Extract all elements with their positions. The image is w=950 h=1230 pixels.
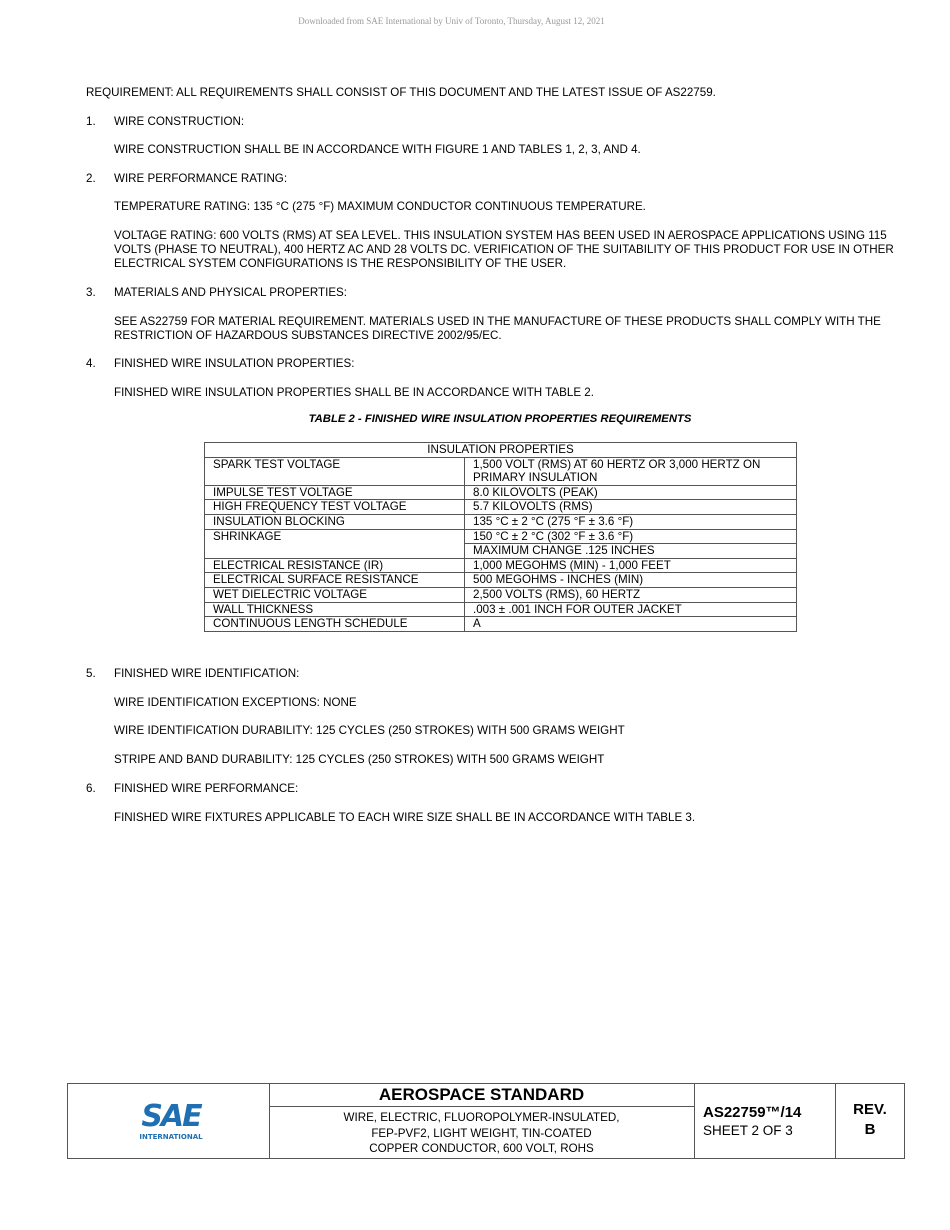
section-2-heading: WIRE PERFORMANCE RATING: [114, 172, 288, 185]
table-row [205, 573, 797, 588]
revision [835, 1100, 905, 1140]
revision-label: REV. [853, 1101, 887, 1118]
standard-description [269, 1110, 694, 1157]
property-name: SHRINKAGE [205, 529, 465, 544]
stripe-band-durability-text: STRIPE AND BAND DURABILITY: 125 CYCLES (250 STROKES) WITH 500 GRAMS WEIGHT [114, 753, 605, 766]
property-name: WET DIELECTRIC VOLTAGE [205, 587, 465, 602]
table-row [205, 558, 797, 573]
property-value: 1,000 MEGOHMS (MIN) - 1,000 FEET [465, 558, 797, 573]
svg-text:INTERNATIONAL: INTERNATIONAL [139, 1133, 203, 1141]
table-row [205, 617, 797, 632]
property-name: ELECTRICAL SURFACE RESISTANCE [205, 573, 465, 588]
requirement-statement: REQUIREMENT: ALL REQUIREMENTS SHALL CONSIST OF THIS DOCUMENT AND THE LATEST ISSUE OF AS22759. [86, 86, 716, 99]
table-row [205, 485, 797, 500]
standard-title: AEROSPACE STANDARD [269, 1084, 694, 1107]
insulation-properties-table [204, 442, 797, 632]
property-value: 135 °C ± 2 °C (275 °F ± 3.6 °F) [465, 514, 797, 529]
identification-durability-text: WIRE IDENTIFICATION DURABILITY: 125 CYCLES (250 STROKES) WITH 500 GRAMS WEIGHT [114, 724, 625, 737]
section-6-number: 6. [86, 782, 96, 795]
description-line: FEP-PVF2, LIGHT WEIGHT, TIN-COATED [371, 1126, 592, 1140]
revision-value: B [864, 1121, 876, 1138]
property-name: IMPULSE TEST VOLTAGE [205, 485, 465, 500]
table-header-row [205, 443, 797, 458]
section-1-number: 1. [86, 115, 96, 128]
section-4-number: 4. [86, 357, 96, 370]
table-row [205, 602, 797, 617]
sae-logo-graphic [136, 1098, 206, 1142]
table-row [205, 457, 797, 485]
property-value: 5.7 KILOVOLTS (RMS) [465, 500, 797, 515]
table-header: INSULATION PROPERTIES [205, 443, 797, 458]
property-value: A [465, 617, 797, 632]
section-3-text: SEE AS22759 FOR MATERIAL REQUIREMENT. MATERIALS USED IN THE MANUFACTURE OF THESE PRODUCTS SHALL COMPLY WITH THE RESTRICTION OF HAZARDOUS SUBSTANCES DIRECTIVE 2002/95/EC. [114, 315, 881, 342]
table-row [205, 529, 797, 544]
description-line: WIRE, ELECTRIC, FLUOROPOLYMER-INSULATED, [343, 1111, 620, 1124]
property-value: .003 ± .001 INCH FOR OUTER JACKET [465, 602, 797, 617]
section-3-heading: MATERIALS AND PHYSICAL PROPERTIES: [114, 286, 348, 299]
property-name: INSULATION BLOCKING [205, 514, 465, 529]
section-6-text: FINISHED WIRE FIXTURES APPLICABLE TO EACH WIRE SIZE SHALL BE IN ACCORDANCE WITH TABLE 3. [114, 811, 696, 824]
property-value: MAXIMUM CHANGE .125 INCHES [465, 544, 797, 559]
title-block [67, 1083, 905, 1159]
table-row [205, 587, 797, 602]
property-value: 8.0 KILOVOLTS (PEAK) [465, 485, 797, 500]
property-name: WALL THICKNESS [205, 602, 465, 617]
property-value: 150 °C ± 2 °C (302 °F ± 3.6 °F) [465, 529, 797, 544]
section-5-number: 5. [86, 667, 96, 680]
temperature-rating-text: TEMPERATURE RATING: 135 °C (275 °F) MAXIMUM CONDUCTOR CONTINUOUS TEMPERATURE. [114, 200, 646, 213]
sheet-number: SHEET 2 OF 3 [703, 1123, 793, 1138]
property-name: SPARK TEST VOLTAGE [205, 457, 465, 485]
table-row [205, 500, 797, 515]
table-row [205, 544, 797, 559]
section-2-number: 2. [86, 172, 96, 185]
section-3-number: 3. [86, 286, 96, 299]
property-name: CONTINUOUS LENGTH SCHEDULE [205, 617, 465, 632]
table-2-caption: TABLE 2 - FINISHED WIRE INSULATION PROPERTIES REQUIREMENTS [308, 413, 692, 425]
section-1-heading: WIRE CONSTRUCTION: [114, 115, 245, 128]
svg-text:SAE: SAE [141, 1099, 201, 1134]
property-name: ELECTRICAL RESISTANCE (IR) [205, 558, 465, 573]
sae-logo [136, 1098, 206, 1142]
table-row [205, 514, 797, 529]
property-name: HIGH FREQUENCY TEST VOLTAGE [205, 500, 465, 515]
property-value: 2,500 VOLTS (RMS), 60 HERTZ [465, 587, 797, 602]
description-line: COPPER CONDUCTOR, 600 VOLT, ROHS [369, 1142, 594, 1155]
section-1-text: WIRE CONSTRUCTION SHALL BE IN ACCORDANCE WITH FIGURE 1 AND TABLES 1, 2, 3, AND 4. [114, 143, 641, 156]
property-value: 1,500 VOLT (RMS) AT 60 HERTZ OR 3,000 HERTZ ON PRIMARY INSULATION [465, 457, 797, 485]
section-5-heading: FINISHED WIRE IDENTIFICATION: [114, 667, 300, 680]
section-4-heading: FINISHED WIRE INSULATION PROPERTIES: [114, 357, 355, 370]
section-4-text: FINISHED WIRE INSULATION PROPERTIES SHALL BE IN ACCORDANCE WITH TABLE 2. [114, 386, 594, 399]
property-value: 500 MEGOHMS - INCHES (MIN) [465, 573, 797, 588]
voltage-rating-text: VOLTAGE RATING: 600 VOLTS (RMS) AT SEA LEVEL. THIS INSULATION SYSTEM HAS BEEN USED IN AEROSPACE APPLICATIONS USING 115 VOLTS (PHASE TO NEUTRAL), 400 HERTZ AC AND 28 VOLTS DC. VERIFICATION OF THE SUITABILITY OF THIS PRODUCT FOR USE IN OTHER ELECTRICAL SYSTEM CONFIGURATIONS IS THE RESPONSIBILITY OF THE USER. [114, 229, 894, 270]
divider [694, 1084, 695, 1158]
section-6-heading: FINISHED WIRE PERFORMANCE: [114, 782, 299, 795]
document-number: AS22759™/14 [703, 1104, 802, 1121]
property-name [205, 544, 465, 559]
download-watermark: Downloaded from SAE International by Univ of Toronto, Thursday, August 12, 2021 [298, 16, 605, 26]
identification-exceptions-text: WIRE IDENTIFICATION EXCEPTIONS: NONE [114, 696, 357, 709]
